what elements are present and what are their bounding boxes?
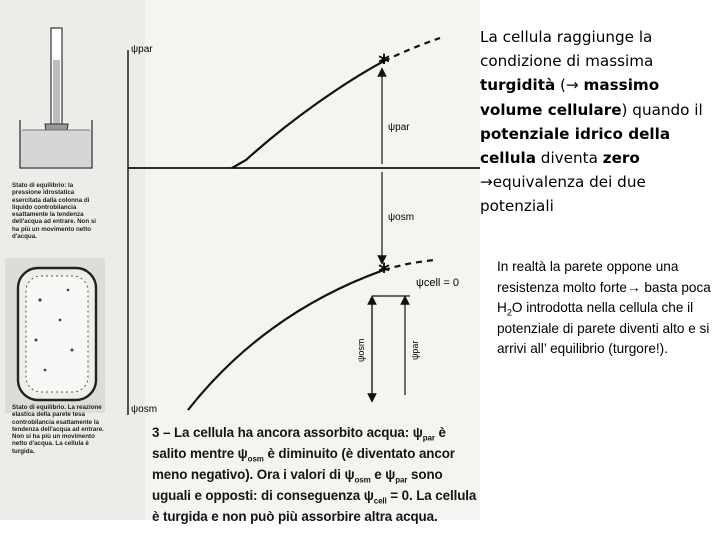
caption-osmometer-body: la pressione idrostatica esercitata dalla colonna di liquido controbilancia esattamente la tendenza dell'acqua ad entrare. Non si ha più un movimento netto d'acqua. <box>12 182 96 241</box>
figure-caption: 3 – La cellula ha ancora assorbito acqua: $\psi_{par}$ è salito mentre $\psi_{osm}$ è diminuito (è diventato ancor meno negativo). Ora i valori di $\psi_{osm}$ e $\psi_{par}$ sono uguali e opposti: di conseguenza $\psi_{cell} = 0$. La cellula è turgida e non può più assorbire altra acqua. <box>152 425 477 524</box>
caption-osmometer-title: Stato di equilibrio: <box>12 182 67 189</box>
caption-cell <box>12 404 104 455</box>
vertical-psi-osm-label: ψosm <box>356 338 366 362</box>
arrow-psi-par-label: ψpar <box>388 122 410 133</box>
keyword-turgidita: turgidità <box>480 76 556 95</box>
keyword-zero: zero <box>602 149 640 168</box>
turgid-cell-illustration <box>5 258 105 413</box>
caption-cell-title: Stato di equilibrio. <box>12 404 66 411</box>
psi-cell-zero-label: ψcell = 0 <box>416 277 460 289</box>
keyword-massimo-volume: massimo volume cellulare <box>480 76 660 119</box>
keyword-potenziale-idrico: potenziale idrico della cellula <box>480 124 671 168</box>
caption-osmometer <box>12 182 104 240</box>
axis-psi-par-label: ψpar <box>131 44 153 55</box>
equilibrium-marker-top: * <box>378 51 390 76</box>
axis-psi-osm-label: ψosm <box>131 404 158 415</box>
caption-cell-body: La reazione elastica della parete tesa controbilancia esattamente la tendenza dell'acqua ad entrare. Non si ha più un movimento netto d'acqua. La cellula è turgida. <box>12 404 104 455</box>
explanation-paragraph-main: La cellula raggiunge la condizione di massima turgidità (→ massimo volume cellulare) quando il potenziale idrico della cellula diventa zero →equivalenza dei due potenziali <box>480 28 703 216</box>
vertical-psi-par-label: ψpar <box>410 340 420 360</box>
explanation-paragraph-note: In realtà la parete oppone una resistenza molto forte→ basta poca $H_2O$ introdotta nella cellula che il potenziale di parete diventi alto e si arrivi all’ equilibrio (turgore!). <box>497 259 711 357</box>
equilibrium-marker-bottom: * <box>378 260 390 285</box>
arrow-psi-osm-label: ψosm <box>388 212 415 223</box>
